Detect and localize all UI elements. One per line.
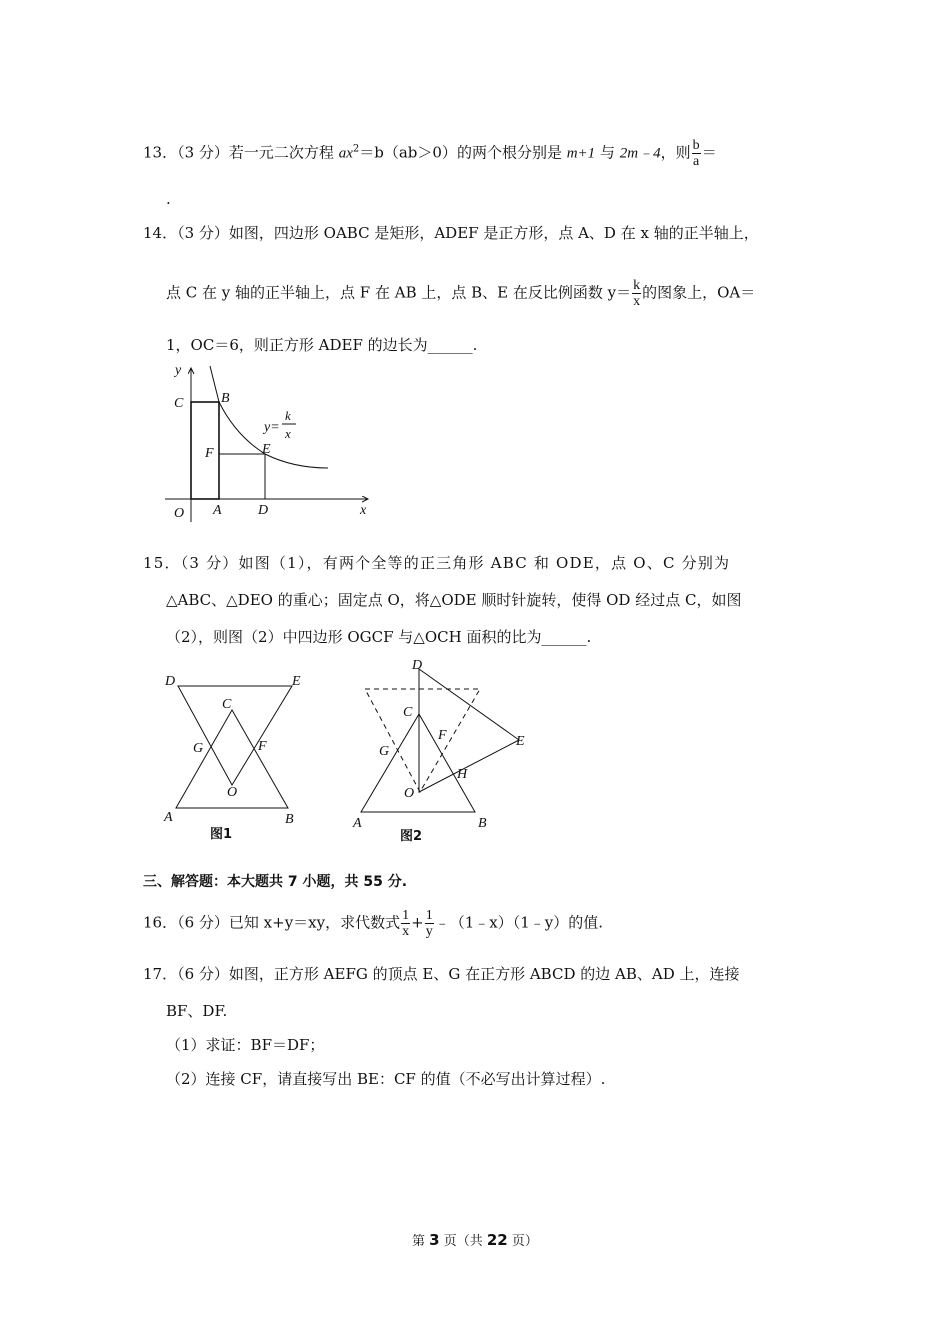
- fig1-E: E: [292, 674, 301, 689]
- q15-line3: （2），则图（2）中四边形 OGCF 与△OCH 面积的比为______.: [166, 628, 592, 646]
- q14-score: （3 分）: [177, 224, 229, 242]
- q14-frac-num: k: [633, 278, 641, 293]
- triangle-ODE-rotated: [419, 669, 519, 792]
- q13-text2: 的两个根分别是: [456, 143, 567, 162]
- q16-f2-num: 1: [425, 908, 433, 923]
- q13-score: （3 分）: [177, 143, 229, 162]
- label-E: E: [262, 442, 271, 457]
- footer-mid: 页（共: [439, 1234, 487, 1249]
- fig2-H: H: [457, 767, 468, 782]
- label-F: F: [205, 446, 214, 461]
- q16-line1: [143, 908, 603, 939]
- q15-text1: 如图（1），有两个全等的正三角形 ABC 和 ODE，点 O、C 分别为: [238, 554, 731, 572]
- section-3-heading: 三、解答题：本大题共 7 小题，共 55 分.: [143, 874, 408, 890]
- q13-number: 13．: [143, 143, 178, 162]
- q13-m1: m+1: [566, 145, 596, 162]
- q14-figure: [160, 362, 380, 532]
- q15-figure-1: [160, 664, 320, 844]
- fig1-D: D: [165, 674, 176, 689]
- q13-frac-num: b: [692, 138, 700, 153]
- fig1-caption: 图1: [210, 827, 233, 842]
- q16-f1-den: x: [402, 924, 410, 939]
- q17-text1: 如图，正方形 AEFG 的顶点 E、G 在正方形 ABCD 的边 AB、AD 上，连接: [228, 965, 740, 983]
- q16-fraction-1: [401, 908, 410, 939]
- triangle-ODE: [178, 686, 292, 785]
- label-B: B: [221, 391, 230, 406]
- fig1-B: B: [285, 812, 294, 827]
- q17-line2: BF、DF.: [166, 1002, 228, 1020]
- q16-text1: 已知 x+y＝xy，求代数式: [228, 913, 401, 932]
- q14-line3: 1，OC＝6，则正方形 ADEF 的边长为______.: [166, 336, 478, 354]
- q15-number: 15．: [143, 554, 181, 572]
- q17-score: （6 分）: [177, 965, 229, 983]
- fig2-O: O: [404, 786, 415, 801]
- page-footer: [412, 1230, 538, 1249]
- q13-cond: （ab＞0）: [383, 143, 457, 162]
- footer-page-number: 3: [429, 1231, 440, 1249]
- q16-f1-num: 1: [402, 908, 410, 923]
- q16-fraction-2: [425, 908, 434, 939]
- q16-number: 16．: [143, 913, 178, 932]
- fig2-C: C: [403, 705, 413, 720]
- footer-pre: 第: [412, 1234, 430, 1249]
- fig2-E: E: [516, 734, 525, 749]
- fig1-A: A: [164, 810, 173, 825]
- fig2-B: B: [478, 816, 487, 831]
- q14-text2b: 的图象上，OA＝: [642, 283, 756, 302]
- q16-score: （6 分）: [177, 913, 229, 932]
- q13-text: 若一元二次方程: [228, 143, 339, 162]
- q13-text3: 与: [595, 143, 620, 162]
- q13-line2: .: [166, 190, 171, 208]
- q13-m2: 2m﹣4: [619, 145, 661, 162]
- fig2-G: G: [379, 744, 390, 759]
- q17-line1: [143, 963, 740, 984]
- q15-line1: [143, 552, 730, 573]
- q16-text2: ﹣（1﹣x）（1﹣y）的值.: [434, 913, 603, 932]
- q13-eq-a: ax: [338, 145, 353, 162]
- q13-text4: ，则: [660, 143, 691, 162]
- fig1-O: O: [227, 785, 238, 800]
- triangle-ABC: [361, 714, 475, 812]
- q13-eq-b: ＝b: [359, 143, 384, 162]
- q14-frac-den: x: [633, 294, 641, 309]
- label-C: C: [174, 396, 184, 411]
- func-num: k: [285, 408, 291, 423]
- q14-text2a: 点 C 在 y 轴的正半轴上，点 F 在 AB 上，点 B、E 在反比例函数 y＝: [166, 283, 632, 302]
- q13-eq-sup: 2: [352, 143, 360, 155]
- q16-f2-den: y: [425, 924, 433, 939]
- q14-text1: 如图，四边形 OABC 是矩形，ADEF 是正方形，点 A、D 在 x 轴的正半轴上，: [228, 224, 759, 242]
- q15-figure-2: [345, 654, 545, 849]
- q13-fraction: [692, 138, 701, 169]
- q13-eq: ＝: [701, 143, 717, 162]
- label-O: O: [174, 506, 185, 521]
- fig1-C: C: [222, 697, 232, 712]
- q15-score: （3 分）: [180, 554, 239, 572]
- label-A: A: [213, 503, 222, 518]
- q17-sub1: （1）求证：BF＝DF；: [166, 1036, 325, 1054]
- label-x: x: [360, 503, 367, 518]
- q15-line2: △ABC、△DEO 的重心；固定点 O，将△ODE 顺时针旋转，使得 OD 经过点 C，如图: [166, 591, 742, 609]
- q13-frac-den: a: [692, 154, 700, 169]
- q17-sub2: （2）连接 CF，请直接写出 BE：CF 的值（不必写出计算过程）.: [166, 1070, 606, 1088]
- footer-post: 页）: [507, 1234, 538, 1249]
- fig2-D: D: [412, 658, 423, 673]
- fig1-G: G: [193, 741, 204, 756]
- fig1-F: F: [258, 739, 267, 754]
- q14-fraction: [632, 278, 641, 309]
- fig2-F: F: [438, 728, 447, 743]
- q14-number: 14．: [143, 224, 178, 242]
- func-label: y=: [264, 420, 280, 435]
- q17-number: 17．: [143, 965, 178, 983]
- q13-line1: [143, 138, 717, 169]
- func-den: x: [285, 426, 291, 441]
- q14-line1: [143, 222, 759, 243]
- footer-total-pages: 22: [486, 1231, 508, 1249]
- q16-plus: +: [411, 913, 424, 932]
- label-D: D: [258, 503, 269, 518]
- fig2-caption: 图2: [400, 829, 423, 844]
- fig2-A: A: [353, 816, 362, 831]
- q14-line2: [166, 278, 755, 309]
- label-y: y: [175, 363, 182, 378]
